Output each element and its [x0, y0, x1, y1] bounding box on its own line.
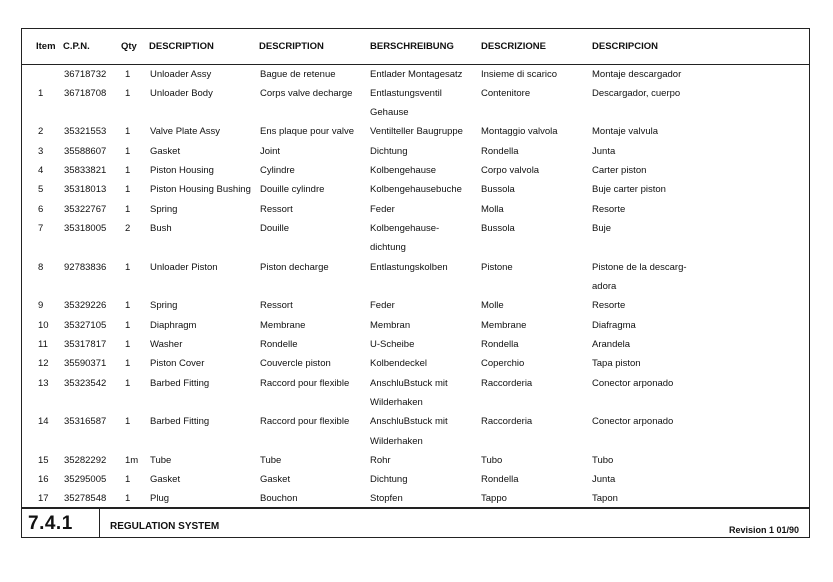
- header-beschreibung-de: BERSCHREIBUNG: [370, 41, 454, 52]
- header-item: Item: [36, 41, 56, 52]
- cell-cpn: 35316587: [64, 416, 107, 427]
- cell-es: Pistone de la descarg-: [592, 262, 687, 273]
- cell-en: Barbed Fitting: [150, 416, 210, 427]
- cell-de: Entlastungsventil: [370, 88, 442, 99]
- cell-qty: 1: [125, 165, 131, 176]
- parts-list-frame: [21, 28, 810, 538]
- cell-qty: 1: [125, 88, 131, 99]
- cell-es: Diafragma: [592, 320, 636, 331]
- cell-es: Arandela: [592, 339, 631, 350]
- cell-de: Kolbendeckel: [370, 358, 428, 369]
- cell-de: Stopfen: [370, 493, 403, 504]
- cell-fr: Corps valve decharge: [260, 88, 353, 99]
- cell-qty: 1: [125, 339, 131, 350]
- cell-cpn: 92783836: [64, 262, 107, 273]
- cell-it: Membrane: [481, 320, 527, 331]
- cell-fr: Douille cylindre: [260, 184, 325, 195]
- cell-item: 15: [38, 455, 49, 466]
- cell-de: Kolbengehause-: [370, 223, 440, 234]
- cell-es: adora: [592, 281, 617, 292]
- cell-de: Gehause: [370, 107, 409, 118]
- cell-fr: Membrane: [260, 320, 306, 331]
- cell-item: 6: [38, 204, 44, 215]
- cell-it: Corpo valvola: [481, 165, 540, 176]
- cell-qty: 1: [125, 300, 131, 311]
- cell-it: Rondella: [481, 474, 519, 485]
- cell-cpn: 35282292: [64, 455, 107, 466]
- section-title: REGULATION SYSTEM: [110, 521, 220, 532]
- cell-en: Piston Cover: [150, 358, 205, 369]
- cell-it: Rondella: [481, 339, 519, 350]
- cell-de: Membran: [370, 320, 411, 331]
- cell-it: Contenitore: [481, 88, 531, 99]
- cell-item: 1: [38, 88, 44, 99]
- cell-it: Molla: [481, 204, 504, 215]
- cell-fr: Raccord pour flexible: [260, 416, 350, 427]
- header-cpn: C.P.N.: [63, 41, 90, 52]
- cell-de: U-Scheibe: [370, 339, 415, 350]
- cell-de: Feder: [370, 204, 395, 215]
- cell-es: Tapon: [592, 493, 618, 504]
- header-qty: Qty: [121, 41, 137, 52]
- cell-es: Resorte: [592, 204, 626, 215]
- cell-it: Raccorderia: [481, 416, 533, 427]
- cell-de: Entlastungskolben: [370, 262, 448, 273]
- header-descrizione-it: DESCRIZIONE: [481, 41, 546, 52]
- cell-en: Bush: [150, 223, 172, 234]
- cell-fr: Gasket: [260, 474, 291, 485]
- cell-en: Plug: [150, 493, 170, 504]
- cell-cpn: 35588607: [64, 146, 107, 157]
- cell-item: 7: [38, 223, 44, 234]
- cell-es: Conector arponado: [592, 416, 674, 427]
- cell-de: Wilderhaken: [370, 397, 423, 408]
- cell-de: Feder: [370, 300, 395, 311]
- cell-de: Dichtung: [370, 474, 408, 485]
- cell-cpn: 35329226: [64, 300, 107, 311]
- cell-item: 8: [38, 262, 44, 273]
- cell-item: 12: [38, 358, 49, 369]
- cell-qty: 1: [125, 416, 131, 427]
- cell-it: Tubo: [481, 455, 503, 466]
- cell-item: 2: [38, 126, 44, 137]
- cell-qty: 1: [125, 262, 131, 273]
- cell-item: 13: [38, 378, 49, 389]
- cell-cpn: 35833821: [64, 165, 107, 176]
- cell-item: 9: [38, 300, 44, 311]
- cell-it: Tappo: [481, 493, 507, 504]
- cell-en: Diaphragm: [150, 320, 197, 331]
- revision-label: Revision 1 01/90: [728, 525, 799, 535]
- cell-fr: Ressort: [260, 204, 293, 215]
- section-number: 7.4.1: [28, 513, 73, 534]
- cell-es: Buje carter piston: [592, 184, 666, 195]
- cell-fr: Bague de retenue: [260, 69, 336, 80]
- cell-qty: 1: [125, 69, 131, 80]
- cell-it: Bussola: [481, 184, 515, 195]
- cell-cpn: 35318005: [64, 223, 107, 234]
- cell-item: 16: [38, 474, 49, 485]
- cell-es: Buje: [592, 223, 612, 234]
- cell-de: Dichtung: [370, 146, 408, 157]
- cell-en: Valve Plate Assy: [150, 126, 221, 137]
- cell-de: Kolbengehause: [370, 165, 437, 176]
- cell-cpn: 35317817: [64, 339, 107, 350]
- cell-fr: Rondelle: [260, 339, 298, 350]
- cell-de: Entlader Montagesatz: [370, 69, 463, 80]
- cell-en: Washer: [150, 339, 183, 350]
- cell-cpn: 35323542: [64, 378, 107, 389]
- cell-de: AnschluBstuck mit: [370, 416, 448, 427]
- cell-item: 17: [38, 493, 49, 504]
- cell-cpn: 35318013: [64, 184, 107, 195]
- cell-de: Ventilteller Baugruppe: [370, 126, 463, 137]
- cell-cpn: 35590371: [64, 358, 107, 369]
- cell-es: Descargador, cuerpo: [592, 88, 681, 99]
- cell-cpn: 35278548: [64, 493, 107, 504]
- cell-qty: 1: [125, 358, 131, 369]
- cell-qty: 1: [125, 146, 131, 157]
- cell-de: dichtung: [370, 242, 406, 253]
- cell-en: Unloader Assy: [150, 69, 212, 80]
- cell-qty: 1: [125, 184, 131, 195]
- cell-qty: 1: [125, 378, 131, 389]
- cell-cpn: 36718708: [64, 88, 107, 99]
- cell-fr: Cylindre: [260, 165, 295, 176]
- cell-item: 10: [38, 320, 49, 331]
- cell-fr: Bouchon: [260, 493, 298, 504]
- cell-item: 4: [38, 165, 44, 176]
- cell-en: Barbed Fitting: [150, 378, 210, 389]
- cell-en: Gasket: [150, 146, 181, 157]
- cell-de: Wilderhaken: [370, 436, 423, 447]
- cell-it: Insieme di scarico: [481, 69, 558, 80]
- cell-fr: Joint: [260, 146, 281, 157]
- cell-en: Tube: [150, 455, 172, 466]
- cell-qty: 2: [125, 223, 131, 234]
- cell-en: Piston Housing Bushing: [150, 184, 251, 195]
- cell-en: Spring: [150, 204, 178, 215]
- header-description-fr: DESCRIPTION: [259, 41, 324, 52]
- header-description-en: DESCRIPTION: [149, 41, 214, 52]
- cell-es: Tubo: [592, 455, 614, 466]
- cell-item: 3: [38, 146, 44, 157]
- cell-fr: Ens plaque pour valve: [260, 126, 355, 137]
- cell-es: Junta: [592, 474, 616, 485]
- cell-en: Unloader Piston: [150, 262, 218, 273]
- footer-vertical-divider: [99, 507, 100, 538]
- cell-es: Conector arponado: [592, 378, 674, 389]
- cell-cpn: 36718732: [64, 69, 107, 80]
- cell-fr: Douille: [260, 223, 290, 234]
- cell-it: Montaggio valvola: [481, 126, 558, 137]
- cell-item: 5: [38, 184, 44, 195]
- cell-it: Pistone: [481, 262, 513, 273]
- cell-es: Junta: [592, 146, 616, 157]
- cell-en: Spring: [150, 300, 178, 311]
- cell-cpn: 35327105: [64, 320, 107, 331]
- cell-qty: 1: [125, 320, 131, 331]
- cell-en: Unloader Body: [150, 88, 213, 99]
- cell-es: Montaje descargador: [592, 69, 682, 80]
- cell-en: Piston Housing: [150, 165, 214, 176]
- cell-es: Resorte: [592, 300, 626, 311]
- cell-it: Bussola: [481, 223, 515, 234]
- cell-cpn: 35295005: [64, 474, 107, 485]
- header-divider: [22, 64, 809, 65]
- header-descripcion-es: DESCRIPCION: [592, 41, 658, 52]
- cell-item: 14: [38, 416, 49, 427]
- cell-it: Coperchio: [481, 358, 525, 369]
- cell-qty: 1m: [125, 455, 139, 466]
- cell-de: Rohr: [370, 455, 391, 466]
- cell-es: Tapa piston: [592, 358, 641, 369]
- cell-fr: Tube: [260, 455, 282, 466]
- footer-divider: [22, 507, 809, 509]
- cell-es: Montaje valvula: [592, 126, 659, 137]
- cell-de: AnschluBstuck mit: [370, 378, 448, 389]
- cell-fr: Raccord pour flexible: [260, 378, 350, 389]
- cell-it: Raccorderia: [481, 378, 533, 389]
- cell-fr: Couvercle piston: [260, 358, 331, 369]
- cell-cpn: 35322767: [64, 204, 107, 215]
- cell-cpn: 35321553: [64, 126, 107, 137]
- cell-qty: 1: [125, 474, 131, 485]
- cell-fr: Piston decharge: [260, 262, 329, 273]
- cell-qty: 1: [125, 126, 131, 137]
- cell-es: Carter piston: [592, 165, 647, 176]
- cell-de: Kolbengehausebuche: [370, 184, 462, 195]
- cell-it: Rondella: [481, 146, 519, 157]
- cell-en: Gasket: [150, 474, 181, 485]
- cell-qty: 1: [125, 204, 131, 215]
- cell-fr: Ressort: [260, 300, 293, 311]
- cell-qty: 1: [125, 493, 131, 504]
- cell-it: Molle: [481, 300, 504, 311]
- cell-item: 11: [38, 339, 48, 350]
